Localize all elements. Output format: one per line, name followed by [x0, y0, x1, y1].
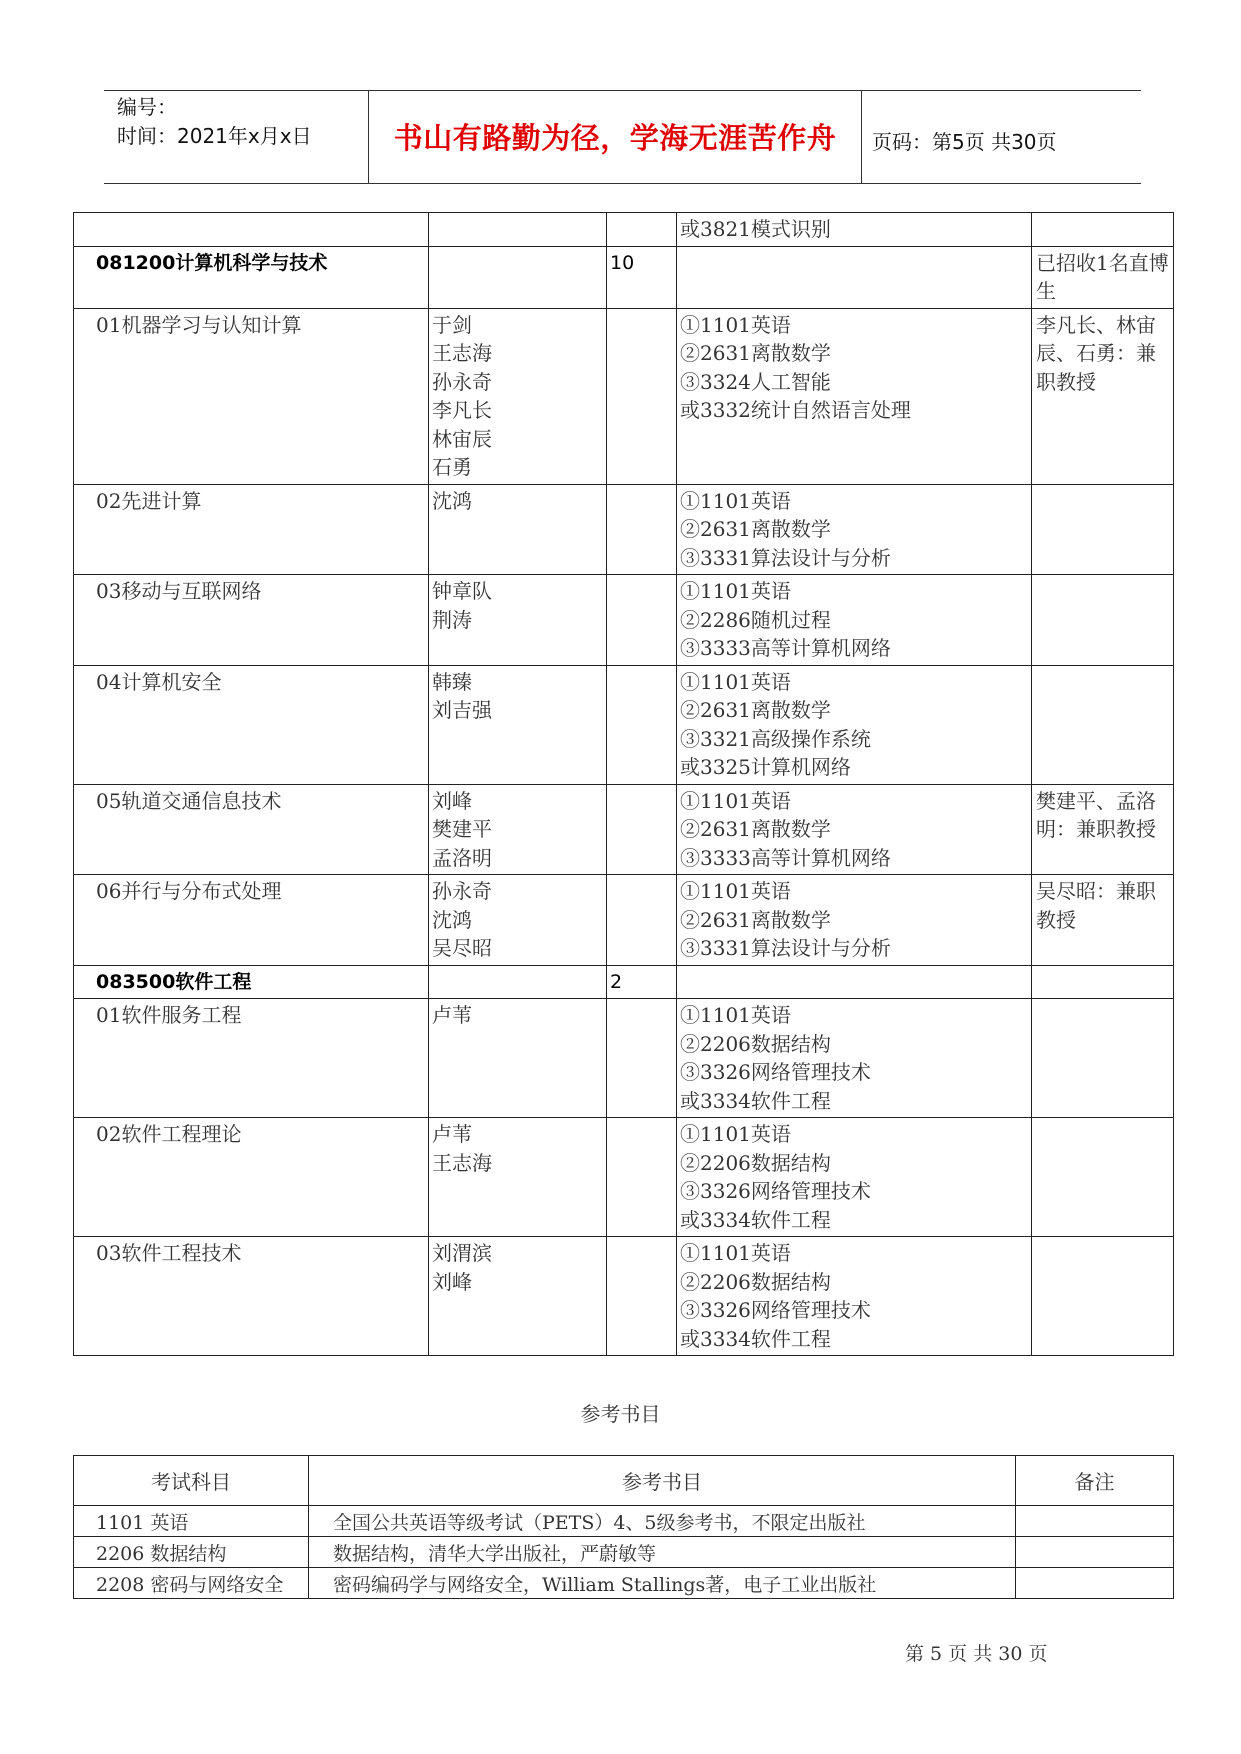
- reference-subject: 2208 密码与网络安全: [74, 1568, 309, 1599]
- cell-line: 吴尽昭: [432, 936, 492, 960]
- cell-line: 04计算机安全: [96, 669, 222, 694]
- header-meta: [117, 93, 312, 151]
- table-row: [74, 246, 1174, 308]
- exam-subjects-cell: [677, 575, 1032, 666]
- references-table: [73, 1455, 1174, 1599]
- cell-line: 沈鸿: [432, 488, 472, 513]
- cell-line: ②2206数据结构: [680, 1031, 831, 1056]
- supervisor-cell: [429, 875, 607, 966]
- quota-cell: [607, 665, 677, 784]
- table-row: [74, 665, 1174, 784]
- table-row: [74, 308, 1174, 484]
- program-table: [73, 212, 1174, 1356]
- supervisor-cell: [429, 308, 607, 484]
- cell-line: 05轨道交通信息技术: [96, 788, 282, 813]
- cell-line: ②2206数据结构: [680, 1150, 831, 1175]
- quota-cell: [607, 484, 677, 575]
- header-page-number: 页码：第5页 共30页: [872, 130, 1057, 154]
- direction-cell: [74, 665, 429, 784]
- cell-line: ①1101英语: [680, 1122, 791, 1146]
- table-row: [74, 875, 1174, 966]
- quota-cell: [607, 1118, 677, 1237]
- supervisor-cell: [429, 784, 607, 875]
- cell-line: ①1101英语: [680, 1003, 791, 1027]
- cell-line: 王志海: [432, 1150, 492, 1175]
- exam-subjects-cell: [677, 246, 1032, 308]
- remark-cell: [1032, 665, 1174, 784]
- direction-cell: [74, 965, 429, 999]
- supervisor-cell: [429, 665, 607, 784]
- cell-line: 刘峰: [432, 1269, 472, 1294]
- cell-line: 083500软件工程: [96, 970, 252, 993]
- supervisor-cell: [429, 1118, 607, 1237]
- header-motto: 书山有路勤为径，学海无涯苦作舟: [393, 121, 837, 155]
- cell-line: 林宙辰: [432, 426, 492, 451]
- cell-line: ①1101英语: [680, 488, 791, 513]
- references-header-subject: 考试科目: [74, 1456, 309, 1506]
- supervisor-cell: [429, 965, 607, 999]
- table-row: [74, 1537, 1174, 1568]
- quota-cell: [607, 308, 677, 484]
- cell-line: 01机器学习与认知计算: [96, 312, 302, 337]
- direction-cell: [74, 1237, 429, 1356]
- cell-line: ③3324人工智能: [680, 369, 831, 394]
- quota-cell: [607, 575, 677, 666]
- document-number-label: 编号：: [117, 95, 177, 119]
- supervisor-cell: [429, 575, 607, 666]
- exam-subjects-cell: [677, 308, 1032, 484]
- cell-line: ①1101英语: [680, 879, 791, 903]
- reference-subject: 1101 英语: [74, 1506, 309, 1537]
- cell-line: 081200计算机科学与技术: [96, 251, 328, 274]
- cell-line: 或3821模式识别: [680, 217, 831, 241]
- direction-cell: [74, 484, 429, 575]
- exam-subjects-cell: [677, 1118, 1032, 1237]
- header-divider-right: [861, 90, 862, 183]
- remark-cell: [1032, 1118, 1174, 1237]
- direction-cell: [74, 213, 429, 247]
- cell-line: 沈鸿: [432, 907, 472, 932]
- document-time-label: 时间：2021年x月x日: [117, 124, 312, 148]
- cell-line: ②2631离散数学: [680, 698, 831, 722]
- cell-line: 卢苇: [432, 1122, 472, 1146]
- cell-line: ②2631离散数学: [680, 517, 831, 541]
- cell-line: 石勇: [432, 455, 472, 479]
- remark-cell: [1032, 784, 1174, 875]
- references-header-note: 备注: [1016, 1456, 1174, 1506]
- reference-note: [1016, 1568, 1174, 1599]
- remark-cell: [1032, 484, 1174, 575]
- quota-cell: [607, 1237, 677, 1356]
- exam-subjects-cell: [677, 875, 1032, 966]
- cell-line: ②2631离散数学: [680, 817, 831, 841]
- table-row: [74, 999, 1174, 1118]
- quota-cell: 2: [607, 965, 677, 999]
- footer-page-number: 第 5 页 共 30 页: [905, 1643, 1048, 1665]
- cell-line: 或3334软件工程: [680, 1088, 831, 1113]
- quota-cell: [607, 999, 677, 1118]
- references-title: 参考书目: [580, 1402, 661, 1426]
- cell-line: 02先进计算: [96, 488, 202, 513]
- cell-line: 卢苇: [432, 1003, 472, 1027]
- header-divider-left: [368, 90, 369, 183]
- cell-line: ③3331算法设计与分析: [680, 936, 891, 960]
- header-bottom-rule: [104, 183, 1141, 184]
- cell-line: ②2631离散数学: [680, 341, 831, 365]
- cell-line: 孙永奇: [432, 369, 492, 394]
- exam-subjects-cell: [677, 784, 1032, 875]
- direction-cell: [74, 1118, 429, 1237]
- cell-line: 03移动与互联网络: [96, 579, 262, 603]
- supervisor-cell: [429, 1237, 607, 1356]
- reference-book: 数据结构，清华大学出版社，严蔚敏等: [309, 1537, 1016, 1568]
- direction-cell: [74, 246, 429, 308]
- supervisor-cell: [429, 484, 607, 575]
- remark-cell: [1032, 1237, 1174, 1356]
- cell-line: 吴尽昭：兼职教授: [1036, 879, 1156, 932]
- direction-cell: [74, 575, 429, 666]
- cell-line: 已招收1名直博生: [1036, 250, 1169, 303]
- exam-subjects-cell: [677, 665, 1032, 784]
- table-row: [74, 1506, 1174, 1537]
- cell-line: ②2631离散数学: [680, 907, 831, 932]
- cell-line: 孙永奇: [432, 879, 492, 903]
- table-row: [74, 213, 1174, 247]
- table-row: [74, 1237, 1174, 1356]
- cell-line: 或3325计算机网络: [680, 755, 851, 779]
- direction-cell: [74, 784, 429, 875]
- cell-line: 樊建平: [432, 817, 492, 841]
- cell-line: 钟章队: [432, 579, 492, 603]
- exam-subjects-cell: [677, 999, 1032, 1118]
- cell-line: 孟洛明: [432, 845, 492, 870]
- cell-line: 李凡长: [432, 398, 492, 422]
- remark-cell: [1032, 999, 1174, 1118]
- exam-subjects-cell: [677, 1237, 1032, 1356]
- supervisor-cell: [429, 213, 607, 247]
- cell-line: ③3321高级操作系统: [680, 726, 871, 751]
- cell-line: ①1101英语: [680, 669, 791, 694]
- direction-cell: [74, 308, 429, 484]
- remark-cell: [1032, 308, 1174, 484]
- cell-line: 或3332统计自然语言处理: [680, 398, 911, 422]
- quota-cell: [607, 213, 677, 247]
- cell-line: 刘吉强: [432, 698, 492, 722]
- cell-line: 06并行与分布式处理: [96, 879, 282, 903]
- header-top-rule: [104, 90, 1141, 91]
- cell-line: ③3326网络管理技术: [680, 1179, 871, 1203]
- direction-cell: [74, 875, 429, 966]
- table-row: [74, 784, 1174, 875]
- supervisor-cell: [429, 999, 607, 1118]
- cell-line: 03软件工程技术: [96, 1241, 242, 1265]
- references-header-book: 参考书目: [309, 1456, 1016, 1506]
- cell-line: ①1101英语: [680, 579, 791, 603]
- cell-line: 樊建平、孟洛明：兼职教授: [1036, 788, 1156, 841]
- cell-line: ①1101英语: [680, 312, 791, 337]
- table-row: [74, 1118, 1174, 1237]
- cell-line: 韩臻: [432, 669, 472, 694]
- cell-line: 王志海: [432, 341, 492, 365]
- cell-line: ③3326网络管理技术: [680, 1298, 871, 1322]
- supervisor-cell: [429, 246, 607, 308]
- table-row: [74, 1568, 1174, 1599]
- cell-line: 02软件工程理论: [96, 1122, 242, 1146]
- quota-cell: 10: [607, 246, 677, 308]
- cell-line: 01软件服务工程: [96, 1003, 242, 1027]
- cell-line: 李凡长、林宙辰、石勇：兼职教授: [1036, 312, 1156, 394]
- cell-line: ②2286随机过程: [680, 607, 831, 632]
- cell-line: ③3333高等计算机网络: [680, 636, 891, 660]
- reference-subject: 2206 数据结构: [74, 1537, 309, 1568]
- cell-line: ②2206数据结构: [680, 1269, 831, 1294]
- remark-cell: [1032, 575, 1174, 666]
- cell-line: 或3334软件工程: [680, 1326, 831, 1351]
- cell-line: 荆涛: [432, 607, 472, 632]
- remark-cell: [1032, 875, 1174, 966]
- cell-line: 或3334软件工程: [680, 1207, 831, 1232]
- remark-cell: [1032, 213, 1174, 247]
- references-header-row: [74, 1456, 1174, 1506]
- remark-cell: [1032, 246, 1174, 308]
- program-table-body: [74, 213, 1174, 1356]
- cell-line: 于剑: [432, 312, 472, 337]
- reference-note: [1016, 1506, 1174, 1537]
- direction-cell: [74, 999, 429, 1118]
- exam-subjects-cell: [677, 213, 1032, 247]
- quota-cell: [607, 784, 677, 875]
- quota-cell: [607, 875, 677, 966]
- table-row: [74, 575, 1174, 666]
- cell-line: ①1101英语: [680, 788, 791, 813]
- cell-line: ③3326网络管理技术: [680, 1060, 871, 1084]
- cell-line: 刘渭滨: [432, 1241, 492, 1265]
- cell-line: 刘峰: [432, 788, 472, 813]
- reference-note: [1016, 1537, 1174, 1568]
- cell-line: ①1101英语: [680, 1241, 791, 1265]
- exam-subjects-cell: [677, 965, 1032, 999]
- table-row: [74, 965, 1174, 999]
- reference-book: 全国公共英语等级考试（PETS）4、5级参考书，不限定出版社: [309, 1506, 1016, 1537]
- cell-line: ③3331算法设计与分析: [680, 545, 891, 570]
- reference-book: 密码编码学与网络安全，William Stallings著，电子工业出版社: [309, 1568, 1016, 1599]
- exam-subjects-cell: [677, 484, 1032, 575]
- table-row: [74, 484, 1174, 575]
- remark-cell: [1032, 965, 1174, 999]
- cell-line: ③3333高等计算机网络: [680, 845, 891, 870]
